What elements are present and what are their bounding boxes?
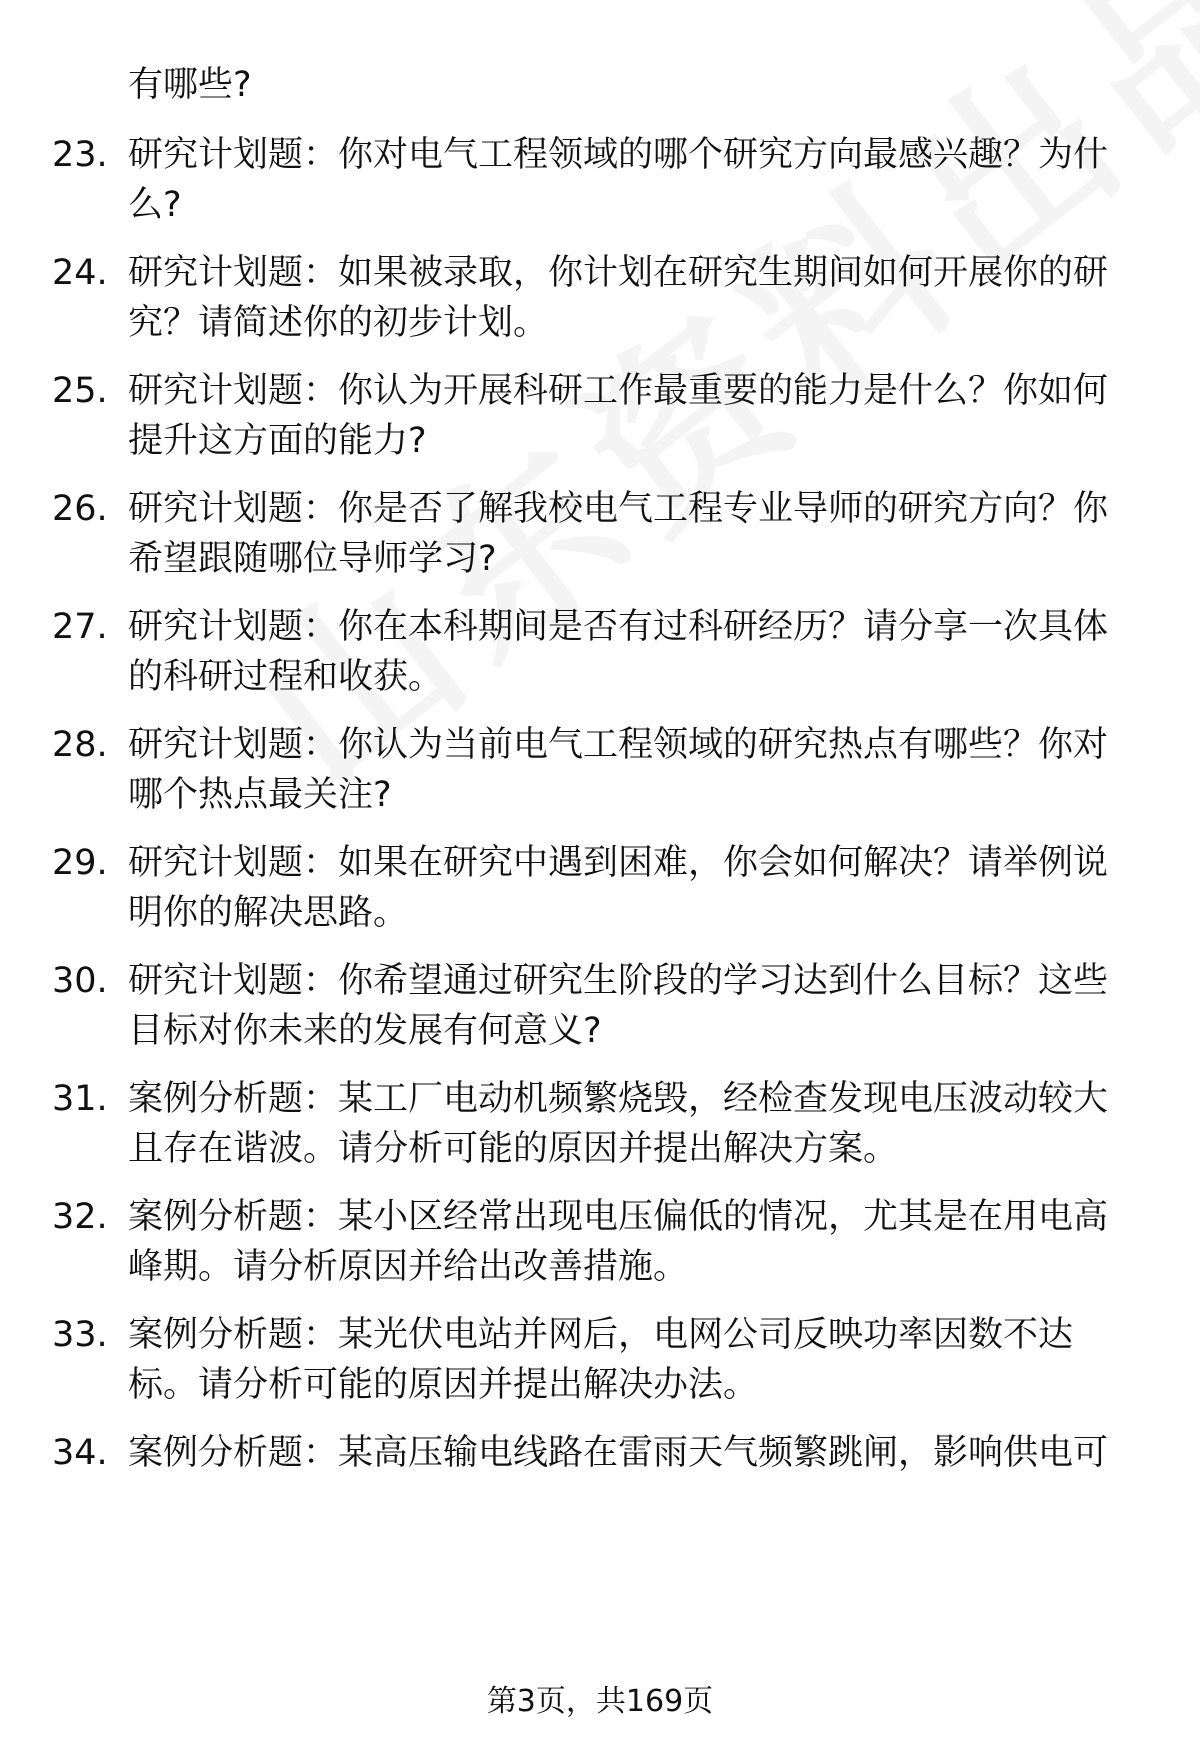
item-line: 提升这方面的能力?: [128, 421, 427, 461]
item-line: 究？请简述你的初步计划。: [128, 303, 549, 343]
item-text: [128, 602, 1138, 702]
item-text: [128, 1074, 1138, 1174]
item-line: 案例分析题：某小区经常出现电压偏低的情况，尤其是在用电高: [128, 1197, 1109, 1237]
item-line: 研究计划题：你在本科期间是否有过科研经历？请分享一次具体: [128, 607, 1109, 647]
item-line: 研究计划题：如果在研究中遇到困难，你会如何解决？请举例说: [128, 843, 1109, 883]
item-number: 32.: [52, 1197, 108, 1237]
item-line: 目标对你未来的发展有何意义?: [128, 1011, 602, 1051]
item-line: 哪个热点最关注?: [128, 775, 392, 815]
page-footer: 第3页，共169页: [486, 1684, 714, 1719]
item-number: 30.: [52, 961, 108, 1001]
item-line: 且存在谐波。请分析可能的原因并提出解决方案。: [128, 1129, 899, 1169]
item-text: [128, 956, 1138, 1056]
continued-text: 有哪些?: [128, 65, 252, 105]
item-line: 标。请分析可能的原因并提出解决办法。: [128, 1365, 759, 1405]
item-number: 28.: [52, 725, 108, 765]
item-line: 研究计划题：你认为当前电气工程领域的研究热点有哪些？你对: [128, 725, 1109, 765]
item-line: 的科研过程和收获。: [128, 657, 444, 697]
item-number: 27.: [52, 607, 108, 647]
item-text: [128, 1310, 1138, 1410]
item-line: 研究计划题：你希望通过研究生阶段的学习达到什么目标？这些: [128, 961, 1109, 1001]
item-number: 29.: [52, 843, 108, 883]
item-text: [128, 248, 1138, 348]
item-line: 案例分析题：某工厂电动机频繁烧毁，经检查发现电压波动较大: [128, 1079, 1109, 1119]
item-number: 24.: [52, 253, 108, 293]
item-text: [128, 366, 1138, 466]
item-number: 23.: [52, 135, 108, 175]
item-line: 明你的解决思路。: [128, 893, 409, 933]
item-line: 研究计划题：你是否了解我校电气工程专业导师的研究方向？你: [128, 489, 1109, 529]
item-line: 案例分析题：某高压输电线路在雷雨天气频繁跳闸，影响供电可: [128, 1433, 1109, 1473]
item-text: [128, 130, 1138, 230]
item-text: [128, 484, 1138, 584]
item-line: 案例分析题：某光伏电站并网后，电网公司反映功率因数不达: [128, 1315, 1074, 1355]
item-number: 26.: [52, 489, 108, 529]
item-text: [128, 1428, 1138, 1478]
item-line: 希望跟随哪位导师学习?: [128, 539, 497, 579]
item-text: [128, 1192, 1138, 1292]
item-number: 31.: [52, 1079, 108, 1119]
item-line: 研究计划题：如果被录取，你计划在研究生期间如何开展你的研: [128, 253, 1109, 293]
item-text: [128, 838, 1138, 938]
item-line: 么?: [128, 185, 182, 225]
item-line: 研究计划题：你对电气工程领域的哪个研究方向最感兴趣？为什: [128, 135, 1109, 175]
item-number: 34.: [52, 1433, 108, 1473]
item-line: 峰期。请分析原因并给出改善措施。: [128, 1247, 689, 1287]
item-text: [128, 720, 1138, 820]
item-number: 25.: [52, 371, 108, 411]
item-number: 33.: [52, 1315, 108, 1355]
item-line: 研究计划题：你认为开展科研工作最重要的能力是什么？你如何: [128, 371, 1109, 411]
